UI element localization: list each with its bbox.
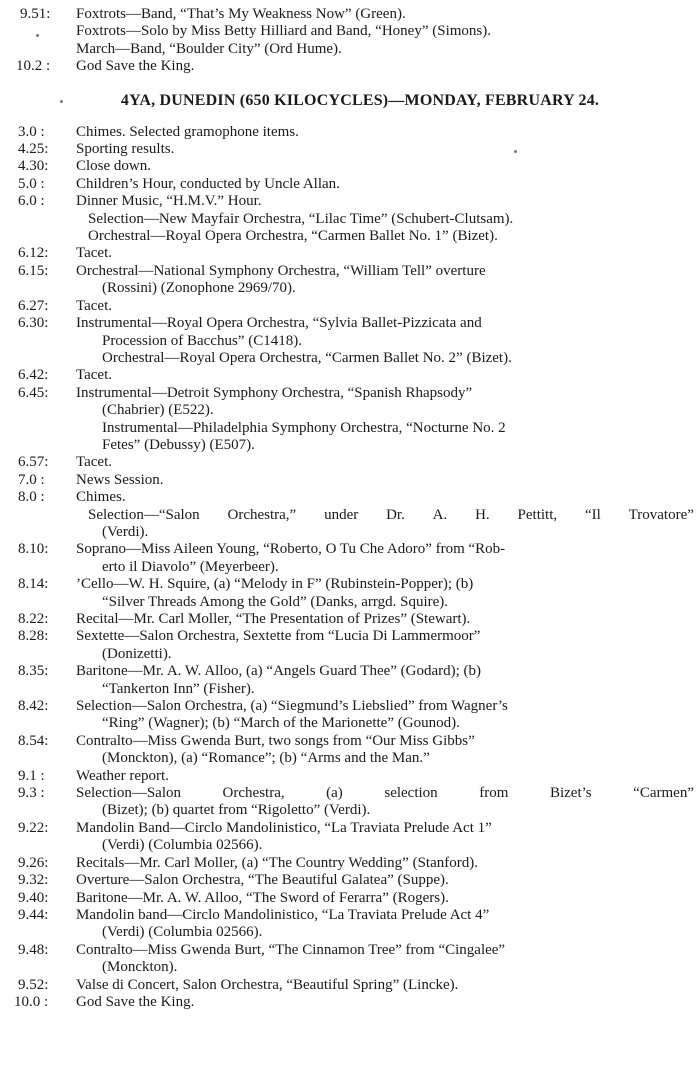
entry-text bbox=[76, 472, 694, 489]
entry-line: Sextette—Salon Orchestra, Sextette from “Lucia Di Lammermoor” bbox=[76, 628, 481, 645]
programme-list bbox=[14, 123, 694, 1012]
entry-time: 9.51: bbox=[20, 6, 51, 22]
entry-line: Selection—Salon Orchestra, (a) selection from Bizet’s “Carmen” bbox=[76, 785, 694, 802]
programme-entry bbox=[18, 489, 694, 541]
programme-entry bbox=[18, 733, 694, 768]
entry-line: Dinner Music, “H.M.V.” Hour. bbox=[76, 193, 262, 210]
entry-line: Tacet. bbox=[76, 297, 113, 314]
print-speck bbox=[36, 34, 39, 37]
entry-time: 8.22: bbox=[18, 611, 49, 627]
entry-time: 6.57: bbox=[18, 454, 49, 471]
entry-text bbox=[76, 541, 694, 576]
entry-time: 8.54: bbox=[18, 732, 49, 749]
entry-time: 9.1 : bbox=[18, 767, 45, 784]
entry-text bbox=[76, 733, 694, 768]
entry-line: (Verdi) (Columbia 02566). bbox=[102, 924, 263, 941]
entry-line: Children’s Hour, conducted by Uncle Allan. bbox=[76, 175, 340, 192]
entry-time: 6.27: bbox=[18, 297, 49, 314]
entry-line: erto il Diavolo” (Meyerbeer). bbox=[102, 558, 279, 575]
entry-time: 6.0 : bbox=[18, 193, 45, 210]
programme-entry bbox=[18, 872, 694, 889]
entry-text bbox=[76, 245, 694, 262]
entry-time: 8.42: bbox=[18, 698, 49, 715]
programme-entry bbox=[18, 193, 694, 245]
entry-line: ’Cello—W. H. Squire, (a) “Melody in F” (Rubinstein-Popper); (b) bbox=[76, 576, 474, 593]
entry-line: Procession of Bacchus” (C1418). bbox=[102, 332, 302, 349]
programme-entry bbox=[18, 855, 694, 872]
entry-line: Foxtrots—Band, “That’s My Weakness Now” (Green). bbox=[76, 6, 406, 22]
entry-line: Sporting results. bbox=[76, 141, 175, 158]
entry-line: (Donizetti). bbox=[102, 645, 172, 662]
programme-entry bbox=[18, 263, 694, 298]
entry-line: “Tankerton Inn” (Fisher). bbox=[102, 680, 255, 697]
entry-line: Orchestral—Royal Opera Orchestra, “Carmen Ballet No. 2” (Bizet). bbox=[102, 349, 512, 366]
programme-entry bbox=[18, 628, 694, 663]
entry-line: March—Band, “Boulder City” (Ord Hume). bbox=[76, 40, 342, 57]
programme-entry bbox=[18, 977, 694, 994]
programme-entry bbox=[18, 611, 694, 628]
entry-line: Overture—Salon Orchestra, “The Beautiful Galatea” (Suppe). bbox=[76, 872, 449, 889]
entry-line: Selection—Salon Orchestra, (a) “Siegmund’s Liebslied” from Wagner’s bbox=[76, 698, 508, 715]
entry-text bbox=[76, 6, 694, 58]
entry-line: Baritone—Mr. A. W. Alloo, “The Sword of Ferarra” (Rogers). bbox=[76, 889, 449, 906]
entry-text bbox=[76, 367, 694, 384]
entry-time: 6.15: bbox=[18, 262, 49, 279]
entry-line: Tacet. bbox=[76, 454, 113, 471]
entry-text bbox=[76, 489, 694, 541]
entry-time: 5.0 : bbox=[18, 175, 45, 192]
entry-text bbox=[76, 890, 694, 907]
programme-entry bbox=[18, 454, 694, 471]
previous-station-block bbox=[18, 6, 694, 76]
programme-entry bbox=[18, 698, 694, 733]
entry-time: 8.35: bbox=[18, 663, 49, 680]
entry-text bbox=[76, 315, 694, 367]
entry-time: 7.0 : bbox=[18, 471, 45, 488]
entry-time: 6.42: bbox=[18, 367, 49, 384]
programme-entry bbox=[18, 245, 694, 262]
entry-text bbox=[76, 176, 694, 193]
entry-line: Instrumental—Royal Opera Orchestra, “Sylvia Ballet-Pizzicata and bbox=[76, 315, 482, 332]
entry-time: 6.45: bbox=[18, 384, 49, 401]
entry-line: God Save the King. bbox=[76, 58, 195, 75]
entry-time: 4.25: bbox=[18, 141, 49, 158]
entry-line: Instrumental—Philadelphia Symphony Orchestra, “Nocturne No. 2 bbox=[102, 419, 506, 436]
entry-text bbox=[76, 820, 694, 855]
entry-line: Mandolin band—Circlo Mandolinistico, “La Traviata Prelude Act 4” bbox=[76, 906, 490, 923]
entry-text bbox=[76, 454, 694, 471]
entry-text bbox=[76, 698, 694, 733]
entry-line: (Verdi). bbox=[102, 523, 149, 540]
programme-entry bbox=[18, 385, 694, 455]
programme-entry bbox=[18, 541, 694, 576]
programme-entry bbox=[18, 820, 694, 855]
entry-time: 6.12: bbox=[18, 245, 49, 262]
entry-line: “Ring” (Wagner); (b) “March of the Marionette” (Gounod). bbox=[102, 715, 460, 732]
entry-text bbox=[76, 855, 694, 872]
entry-text bbox=[76, 298, 694, 315]
programme-entry bbox=[18, 367, 694, 384]
entry-text bbox=[76, 263, 694, 298]
entry-line: Close down. bbox=[76, 158, 151, 175]
programme-entry bbox=[18, 6, 694, 58]
entry-line: (Rossini) (Zonophone 2969/70). bbox=[102, 280, 296, 297]
programme-entry bbox=[18, 942, 694, 977]
entry-time: 9.3 : bbox=[18, 785, 45, 802]
entry-time: 9.52: bbox=[18, 976, 49, 993]
entry-text bbox=[76, 994, 694, 1011]
programme-entry bbox=[18, 124, 694, 141]
programme-entry bbox=[18, 890, 694, 907]
entry-line: Selection—“Salon Orchestra,” under Dr. A. H. Pettitt, “Il Trovatore” bbox=[88, 506, 694, 523]
entry-text bbox=[76, 872, 694, 889]
entry-line: (Chabrier) (E522). bbox=[102, 402, 214, 419]
entry-line: Chimes. Selected gramophone items. bbox=[76, 123, 299, 140]
entry-line: Contralto—Miss Gwenda Burt, two songs from “Our Miss Gibbs” bbox=[76, 732, 475, 749]
print-speck bbox=[60, 100, 63, 103]
entry-line: Instrumental—Detroit Symphony Orchestra, “Spanish Rhapsody” bbox=[76, 384, 473, 401]
station-heading: 4YA, DUNEDIN (650 KILOCYCLES)—MONDAY, FEBRUARY 24. bbox=[120, 91, 600, 109]
entry-text bbox=[76, 611, 694, 628]
entry-text bbox=[76, 663, 694, 698]
entry-text bbox=[76, 576, 694, 611]
entry-text bbox=[76, 628, 694, 663]
entry-line: Recitals—Mr. Carl Moller, (a) “The Country Wedding” (Stanford). bbox=[76, 854, 478, 871]
entry-line: (Bizet); (b) quartet from “Rigoletto” (Verdi). bbox=[102, 802, 371, 819]
entry-line: Baritone—Mr. A. W. Alloo, (a) “Angels Guard Thee” (Godard); (b) bbox=[76, 663, 482, 680]
entry-line: (Monckton). bbox=[102, 959, 178, 976]
entry-time: 8.28: bbox=[18, 628, 49, 645]
entry-line: (Monckton), (a) “Romance”; (b) “Arms and the Man.” bbox=[102, 750, 430, 767]
programme-entry bbox=[18, 298, 694, 315]
entry-time: 4.30: bbox=[18, 158, 49, 175]
entry-text bbox=[76, 385, 694, 455]
entry-time: 8.0 : bbox=[18, 489, 45, 506]
programme-entry bbox=[18, 315, 694, 367]
entry-time: 8.14: bbox=[18, 576, 49, 593]
entry-line: (Verdi) (Columbia 02566). bbox=[102, 837, 263, 854]
programme-entry bbox=[18, 907, 694, 942]
entry-line: Fetes” (Debussy) (E507). bbox=[102, 436, 255, 453]
programme-entry bbox=[18, 785, 694, 820]
programme-entry bbox=[18, 768, 694, 785]
entry-line: Soprano—Miss Aileen Young, “Roberto, O Tu Che Adoro” from “Rob- bbox=[76, 541, 506, 558]
programme-entry bbox=[14, 58, 694, 75]
entry-text bbox=[76, 977, 694, 994]
entry-line: Chimes. bbox=[76, 489, 126, 506]
entry-line: “Silver Threads Among the Gold” (Danks, arrgd. Squire). bbox=[102, 593, 449, 610]
entry-line: Orchestral—National Symphony Orchestra, “William Tell” overture bbox=[76, 262, 486, 279]
entry-time: 6.30: bbox=[18, 315, 49, 332]
entry-line: Weather report. bbox=[76, 767, 169, 784]
entry-text bbox=[76, 768, 694, 785]
entry-time: 8.10: bbox=[18, 541, 49, 558]
entry-text bbox=[76, 141, 694, 158]
entry-time: 10.2 : bbox=[16, 58, 51, 75]
entry-text bbox=[76, 158, 694, 175]
entry-text bbox=[76, 942, 694, 977]
entry-time: 9.44: bbox=[18, 906, 49, 923]
entry-line: Foxtrots—Solo by Miss Betty Hilliard and Band, “Honey” (Simons). bbox=[76, 23, 491, 40]
entry-time: 9.40: bbox=[18, 889, 49, 906]
programme-entry bbox=[18, 176, 694, 193]
entry-line: God Save the King. bbox=[76, 993, 195, 1010]
programme-entry bbox=[18, 158, 694, 175]
entry-text bbox=[76, 58, 694, 75]
programme-entry bbox=[18, 472, 694, 489]
entry-time: 9.32: bbox=[18, 872, 49, 889]
entry-line: News Session. bbox=[76, 471, 164, 488]
entry-text bbox=[76, 193, 694, 245]
entry-line: Recital—Mr. Carl Moller, “The Presentation of Prizes” (Stewart). bbox=[76, 611, 471, 627]
entry-time: 10.0 : bbox=[14, 993, 49, 1010]
entry-line: Valse di Concert, Salon Orchestra, “Beautiful Spring” (Lincke). bbox=[76, 976, 459, 993]
entry-text bbox=[76, 785, 694, 820]
entry-line: Tacet. bbox=[76, 245, 113, 262]
entry-time: 9.26: bbox=[18, 854, 49, 871]
entry-line: Selection—New Mayfair Orchestra, “Lilac Time” (Schubert-Clutsam). bbox=[88, 210, 514, 227]
entry-line: Orchestral—Royal Opera Orchestra, “Carmen Ballet No. 1” (Bizet). bbox=[88, 228, 498, 245]
entry-line: Tacet. bbox=[76, 367, 113, 384]
programme-entry bbox=[18, 141, 694, 158]
entry-time: 3.0 : bbox=[18, 123, 45, 140]
entry-text bbox=[76, 124, 694, 141]
programme-entry bbox=[18, 663, 694, 698]
entry-line: Mandolin Band—Circlo Mandolinistico, “La Traviata Prelude Act 1” bbox=[76, 819, 492, 836]
print-speck bbox=[514, 150, 517, 153]
entry-time: 9.48: bbox=[18, 941, 49, 958]
programme-entry bbox=[18, 576, 694, 611]
programme-entry bbox=[14, 994, 694, 1011]
entry-time: 9.22: bbox=[18, 819, 49, 836]
entry-line: Contralto—Miss Gwenda Burt, “The Cinnamon Tree” from “Cingalee” bbox=[76, 941, 506, 958]
entry-text bbox=[76, 907, 694, 942]
